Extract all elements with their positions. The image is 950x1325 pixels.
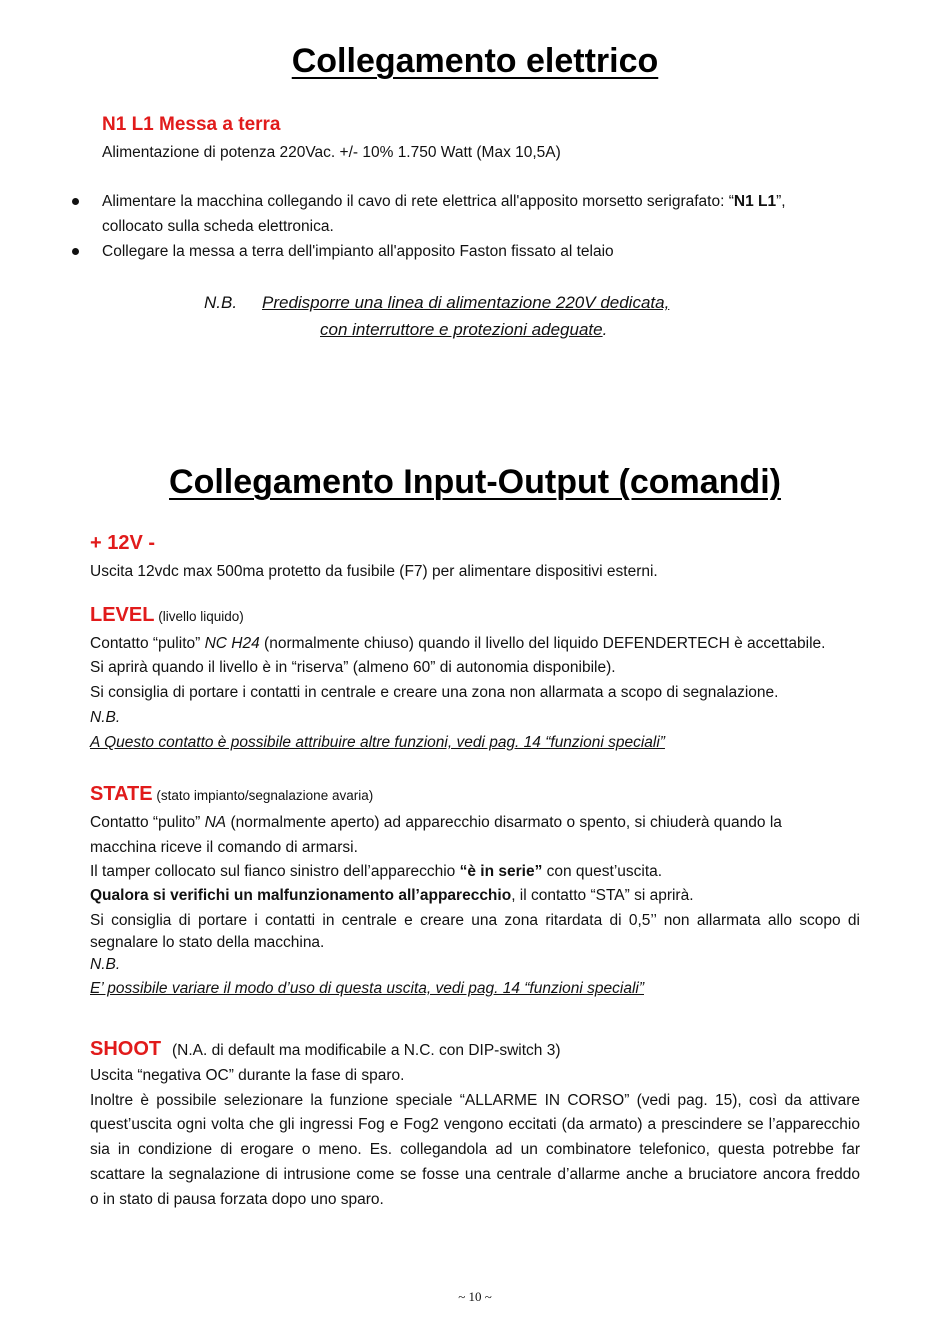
heading-shoot: SHOOT [90, 1038, 162, 1060]
level-line-2: Si aprirà quando il livello è in “riserva” (almeno 60” di autonomia disponibile). [90, 659, 616, 676]
state-line-4 [90, 886, 694, 906]
bullet-item-2: Collegare la messa a terra dell'impianto all'apposito Faston fissato al telaio [102, 243, 614, 260]
heading-level [90, 604, 244, 627]
bullet-text-end: ”, [776, 193, 786, 210]
state-line-5: Si consiglia di portare i contatti in centrale e creare una zona ritardata di 0,5’’ non allarmata allo scopo di [90, 912, 860, 929]
level-note: A Questo contatto è possibile attribuire altre funzioni, vedi pag. 14 “funzioni speciali” [90, 734, 665, 751]
text-italic: NA [204, 814, 227, 831]
shoot-para-line-1: Inoltre è possibile selezionare la funzione speciale “ALLARME IN CORSO” (vedi pag. 15), così da attivare [90, 1092, 860, 1109]
nb-note-end: . [602, 320, 608, 339]
text: (normalmente chiuso) quando il livello del liquido DEFENDERTECH è accettabile. [259, 635, 826, 652]
heading-shoot-sub: (N.A. di default ma modificabile a N.C. con DIP-switch 3) [172, 1042, 561, 1059]
bullet-item-1 [102, 192, 786, 212]
heading-level-label: LEVEL [90, 604, 155, 626]
shoot-para-line-2: quest’uscita ogni volta che gli ingressi Fog e Fog2 vengono eccitati (da armato) a prescindere se l’apparecchio [90, 1116, 860, 1133]
shoot-line-1: Uscita “negativa OC” durante la fase di sparo. [90, 1067, 405, 1084]
text: Contatto “pulito” [90, 814, 205, 831]
section-title-electrical: Collegamento elettrico [291, 42, 659, 80]
text: , il contatto “STA” si aprirà. [511, 887, 694, 904]
shoot-para-line-3: sia in condizione di erogare o meno. Es. collegandola ad un combinatore telefonico, questa potrebbe far [90, 1141, 860, 1158]
text-bold: “è in serie” [459, 863, 543, 880]
text: Contatto “pulito” [90, 635, 205, 652]
text-12v: Uscita 12vdc max 500ma protetto da fusibile (F7) per alimentare dispositivi esterni. [90, 563, 658, 580]
bullet-icon [72, 248, 79, 255]
text-italic: NC H24 [204, 635, 260, 652]
page-number: ~ 10 ~ [458, 1289, 492, 1304]
heading-12v: + 12V - [90, 532, 156, 554]
state-line-6: segnalare lo stato della macchina. [90, 934, 325, 951]
state-line-2: macchina riceve il comando di armarsi. [90, 839, 358, 856]
level-nb: N.B. [90, 709, 121, 726]
text-bold: Qualora si verifichi un malfunzionamento all’apparecchio [90, 887, 512, 904]
heading-state [90, 783, 373, 806]
power-spec: Alimentazione di potenza 220Vac. +/- 10% 1.750 Watt (Max 10,5A) [102, 144, 561, 161]
state-nb: N.B. [90, 956, 121, 973]
nb-label: N.B. [204, 293, 238, 312]
state-note: E’ possibile variare il modo d’uso di questa uscita, vedi pag. 14 “funzioni speciali” [90, 980, 644, 997]
text: Il tamper collocato sul fianco sinistro dell’apparecchio [90, 863, 460, 880]
terminal-label: N1 L1 [733, 193, 777, 210]
bullet-icon [72, 198, 79, 205]
state-line-3 [90, 862, 662, 882]
bullet-item-1-cont: collocato sulla scheda elettronica. [102, 218, 334, 235]
bullet-text: Alimentare la macchina collegando il cavo di rete elettrica all'apposito morsetto serigrafato: “ [102, 193, 734, 210]
nb-note-line-2 [320, 320, 607, 340]
level-line-3: Si consiglia di portare i contatti in centrale e creare una zona non allarmata a scopo di segnalazione. [90, 684, 779, 701]
nb-note-line-1: Predisporre una linea di alimentazione 220V dedicata, [262, 293, 670, 312]
shoot-para-line-4: scattare la segnalazione di intrusione come se fosse una centrale d’allarme anche a bruciatore ancora freddo [90, 1166, 860, 1183]
shoot-para-line-5: o in stato di pausa forzata dopo uno sparo. [90, 1191, 384, 1208]
level-line-1 [90, 634, 825, 654]
state-line-1 [90, 813, 782, 833]
heading-state-sub: (stato impianto/segnalazione avaria) [152, 788, 374, 803]
text: con quest’uscita. [542, 863, 663, 880]
text: (normalmente aperto) ad apparecchio disarmato o spento, si chiuderà quando la [226, 814, 782, 831]
section-title-input-output: Collegamento Input-Output (comandi) [169, 463, 781, 501]
heading-level-sub: (livello liquido) [154, 609, 244, 624]
nb-note-text: con interruttore e protezioni adeguate [320, 320, 603, 339]
heading-state-label: STATE [90, 783, 153, 805]
heading-n1-l1: N1 L1 Messa a terra [102, 114, 281, 135]
